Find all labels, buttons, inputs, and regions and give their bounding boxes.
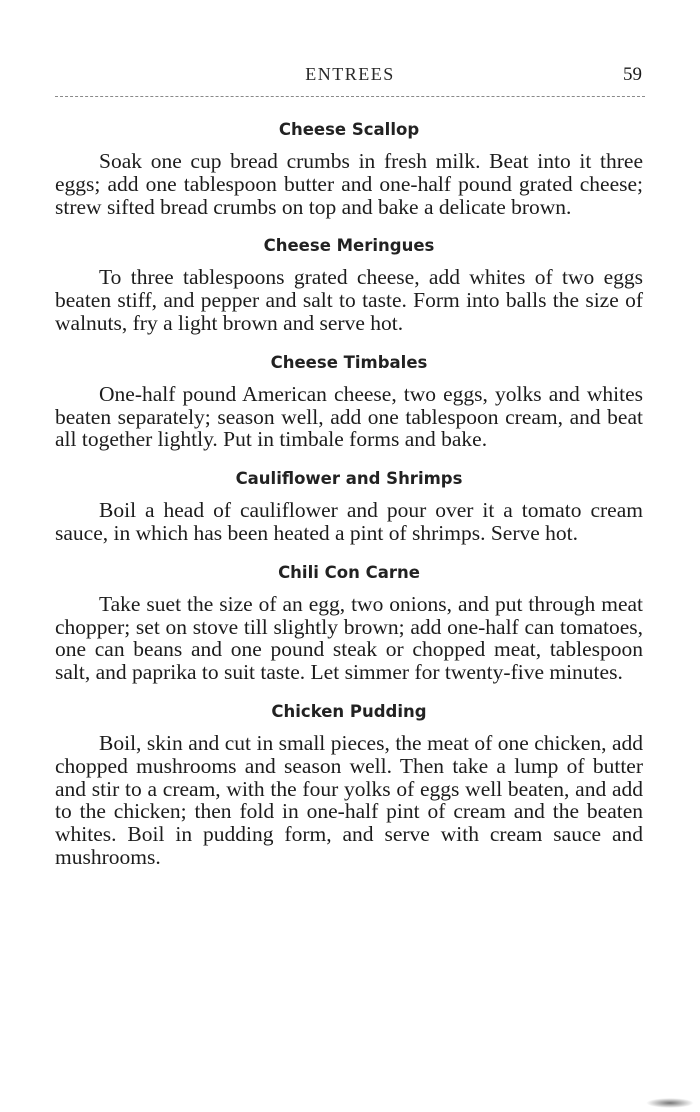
recipe-cheese-scallop [55, 116, 643, 218]
recipe-title: Cauliflower and Shrimps [235, 469, 463, 489]
recipe-text: Boil a head of cauliflower and pour over it a tomato cream sauce, in which has been heated a pint of shrimps. Serve hot. [55, 498, 643, 545]
recipe-cauliflower-and-shrimps [55, 465, 643, 545]
page-number: 59 [623, 64, 642, 85]
recipe-cheese-meringues [55, 232, 643, 334]
recipe-text: Take suet the size of an egg, two onions, and put through meat chopper; set on stove till slightly brown; add one-half can tomatoes, one can beans and one pound steak or chopped meat, tablespoon salt, and paprika to suit taste. Let simmer for twenty-five minutes. [55, 591, 643, 685]
recipe-title: Cheese Scallop [278, 120, 420, 139]
paper-stain [646, 1098, 694, 1108]
recipe-text: One-half pound American cheese, two eggs, yolks and whites beaten separately; season well, add one tablespoon cream, and beat all together lightly. Put in timbale forms and bake. [55, 381, 643, 452]
running-title: ENTREES [305, 64, 395, 84]
recipe-title: Cheese Meringues [263, 236, 435, 256]
recipe-title: Chicken Pudding [271, 701, 427, 721]
running-head [0, 62, 700, 92]
header-rule [55, 96, 645, 97]
recipe-text: Soak one cup bread crumbs in fresh milk. Beat into it three eggs; add one tablespoon butter and one-half pound grated cheese; strew sifted bread crumbs on top and bake a delicate brown. [55, 149, 643, 219]
recipe-text: Boil, skin and cut in small pieces, the meat of one chicken, add chopped mushrooms and season well. Then take a lump of butter and stir to a cream, with the four yolks of eggs well beaten, and add to the chicken; then fold in one-half pint of cream and the beaten whites. Boil in pudding form, and serve with cream sauce and mushrooms. [55, 730, 643, 869]
recipe-list [55, 116, 643, 883]
recipe-chicken-pudding [55, 698, 643, 869]
recipe-chili-con-carne [55, 559, 643, 684]
recipe-title: Chili Con Carne [278, 562, 420, 582]
recipe-title: Cheese Timbales [270, 352, 428, 372]
recipe-text: To three tablespoons grated cheese, add whites of two eggs beaten stiff, and pepper and salt to taste. Form into balls the size of walnuts, fry a light brown and serve hot. [55, 265, 643, 335]
recipe-cheese-timbales [55, 349, 643, 451]
